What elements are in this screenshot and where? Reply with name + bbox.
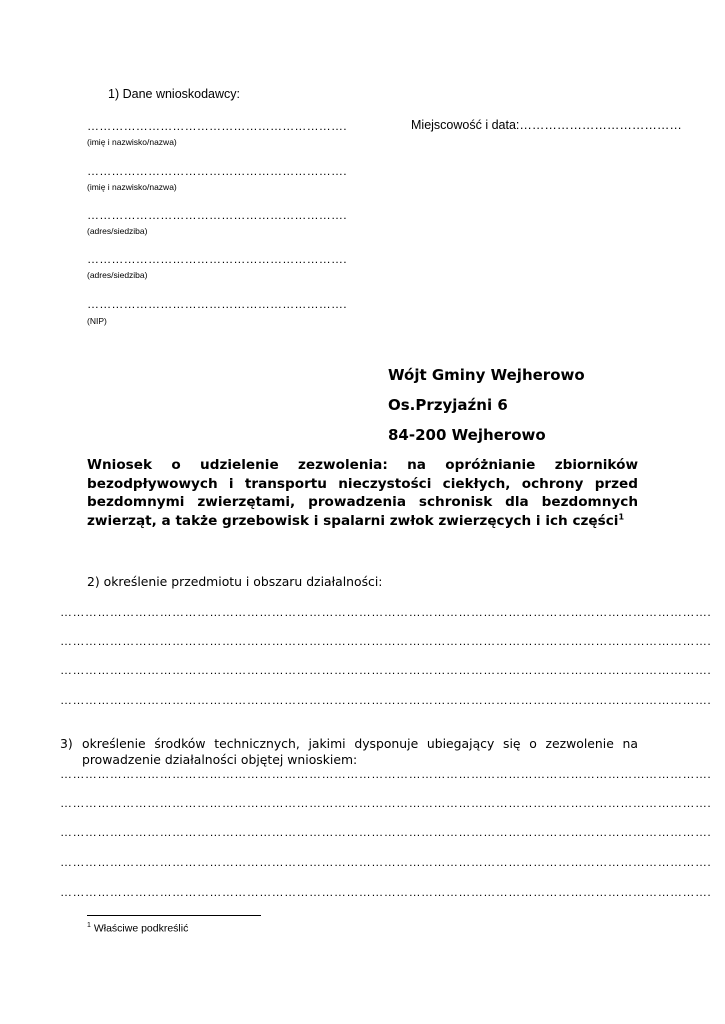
- applicant-name-caption: (imię i nazwisko/nazwa): [87, 137, 177, 147]
- section3-line-5[interactable]: ………………………………………………………………………………………………………………………………………….: [60, 885, 712, 899]
- footnote-number: 1: [87, 922, 91, 929]
- application-title-text: Wniosek o udzielenie zezwolenia: na opróżnianie zbiorników bezodpływowych i transportu nieczystości ciekłych, ochrony przed bezdomnymi zwierzętami, prowadzenia schronisk dla bezdomnych zwierząt, a także grzebowisk i spalarni zwłok zwierzęcych i ich części: [87, 457, 638, 530]
- section3-paragraph: [60, 736, 638, 767]
- recipient-line-2: Os.Przyjaźni 6: [388, 396, 508, 414]
- application-title: [87, 456, 638, 531]
- footnote-reference: 1: [618, 512, 625, 522]
- applicant-name-field-2[interactable]: ……………………………………………………….: [87, 164, 347, 178]
- place-date-field[interactable]: Miejscowość i data:…………………………………: [411, 118, 682, 132]
- section2-line-2[interactable]: ………………………………………………………………………………………………………………………………………….: [60, 634, 712, 648]
- applicant-address-caption: (adres/siedziba): [87, 226, 148, 236]
- recipient-line-1: Wójt Gminy Wejherowo: [388, 366, 585, 384]
- applicant-name-field[interactable]: ……………………………………………………….: [87, 119, 347, 133]
- section3-text: określenie środków technicznych, jakimi dysponuje ubiegający się o zezwolenie na prowadzenie działalności objętej wnioskiem:: [82, 736, 638, 767]
- applicant-nip-field[interactable]: ……………………………………………………….: [87, 297, 347, 311]
- section3-line-1[interactable]: ………………………………………………………………………………………………………………………………………….: [60, 767, 712, 781]
- applicant-nip-caption: (NIP): [87, 316, 107, 326]
- section2-line-1[interactable]: ………………………………………………………………………………………………………………………………………….: [60, 605, 712, 619]
- section2-heading: 2) określenie przedmiotu i obszaru działalności:: [87, 574, 383, 589]
- applicant-address-field[interactable]: ……………………………………………………….: [87, 208, 347, 222]
- section3-line-4[interactable]: ………………………………………………………………………………………………………………………………………….: [60, 855, 712, 869]
- footnote-text: Właściwe podkreślić: [90, 922, 189, 935]
- recipient-line-3: 84-200 Wejherowo: [388, 426, 546, 444]
- applicant-name-caption-2: (imię i nazwisko/nazwa): [87, 182, 177, 192]
- section3-number: 3): [60, 736, 73, 751]
- section1-heading: 1) Dane wnioskodawcy:: [108, 87, 241, 101]
- section2-line-3[interactable]: ………………………………………………………………………………………………………………………………………….: [60, 663, 712, 677]
- section3-line-3[interactable]: ………………………………………………………………………………………………………………………………………….: [60, 825, 712, 839]
- section3-line-2[interactable]: ………………………………………………………………………………………………………………………………………….: [60, 796, 712, 810]
- applicant-address-caption-2: (adres/siedziba): [87, 270, 148, 280]
- footnote: [87, 922, 188, 935]
- footnote-separator: [87, 915, 261, 916]
- applicant-address-field-2[interactable]: ……………………………………………………….: [87, 252, 347, 266]
- section2-line-4[interactable]: ………………………………………………………………………………………………………………………………………….: [60, 693, 712, 707]
